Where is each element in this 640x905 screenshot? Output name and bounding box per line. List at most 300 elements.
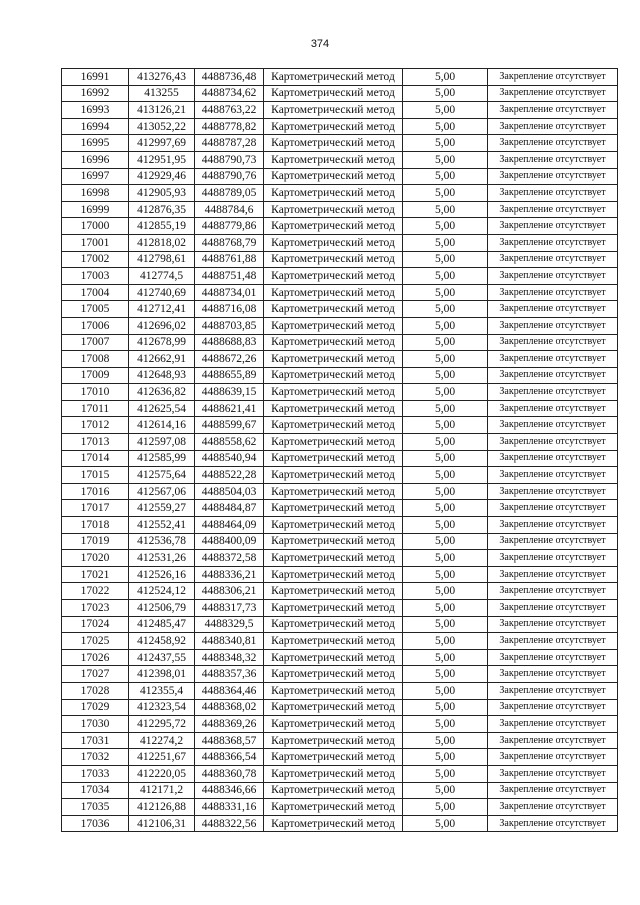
cell-x-coordinate: 412106,31 (129, 815, 195, 832)
cell-note: Закрепление отсутствует (488, 417, 618, 434)
cell-x-coordinate: 412398,01 (129, 666, 195, 683)
cell-y-coordinate: 4488522,28 (195, 467, 264, 484)
cell-y-coordinate: 4488329,5 (195, 616, 264, 633)
cell-point-id: 17025 (62, 633, 129, 650)
cell-error: 5,00 (403, 334, 488, 351)
cell-x-coordinate: 412951,95 (129, 151, 195, 168)
table-row (62, 400, 618, 417)
table-row (62, 234, 618, 251)
cell-method: Картометрический метод (264, 566, 403, 583)
table-row (62, 251, 618, 268)
cell-point-id: 17020 (62, 550, 129, 567)
cell-x-coordinate: 412662,91 (129, 351, 195, 368)
cell-method: Картометрический метод (264, 301, 403, 318)
cell-y-coordinate: 4488672,26 (195, 351, 264, 368)
cell-note: Закрепление отсутствует (488, 118, 618, 135)
cell-y-coordinate: 4488778,82 (195, 118, 264, 135)
cell-method: Картометрический метод (264, 135, 403, 152)
cell-y-coordinate: 4488464,09 (195, 517, 264, 534)
table-row (62, 417, 618, 434)
cell-x-coordinate: 412696,02 (129, 317, 195, 334)
cell-point-id: 17023 (62, 600, 129, 617)
cell-method: Картометрический метод (264, 400, 403, 417)
cell-point-id: 17035 (62, 799, 129, 816)
cell-note: Закрепление отсутствует (488, 317, 618, 334)
cell-point-id: 17032 (62, 749, 129, 766)
cell-method: Картометрический метод (264, 649, 403, 666)
cell-y-coordinate: 4488331,16 (195, 799, 264, 816)
cell-method: Картометрический метод (264, 600, 403, 617)
cell-x-coordinate: 412636,82 (129, 384, 195, 401)
cell-x-coordinate: 412506,79 (129, 600, 195, 617)
cell-y-coordinate: 4488558,62 (195, 434, 264, 451)
cell-note: Закрепление отсутствует (488, 500, 618, 517)
cell-error: 5,00 (403, 483, 488, 500)
cell-point-id: 17016 (62, 483, 129, 500)
table-row (62, 765, 618, 782)
cell-y-coordinate: 4488599,67 (195, 417, 264, 434)
cell-point-id: 17002 (62, 251, 129, 268)
table-row (62, 151, 618, 168)
cell-point-id: 17009 (62, 367, 129, 384)
table-row (62, 69, 618, 86)
table-row (62, 616, 618, 633)
cell-method: Картометрический метод (264, 666, 403, 683)
cell-note: Закрепление отсутствует (488, 467, 618, 484)
cell-point-id: 17031 (62, 732, 129, 749)
table-row (62, 533, 618, 550)
cell-method: Картометрический метод (264, 251, 403, 268)
cell-note: Закрепление отсутствует (488, 301, 618, 318)
cell-error: 5,00 (403, 583, 488, 600)
cell-y-coordinate: 4488789,05 (195, 185, 264, 202)
cell-error: 5,00 (403, 251, 488, 268)
cell-note: Закрепление отсутствует (488, 749, 618, 766)
cell-error: 5,00 (403, 765, 488, 782)
cell-note: Закрепление отсутствует (488, 85, 618, 102)
cell-x-coordinate: 412531,26 (129, 550, 195, 567)
cell-method: Картометрический метод (264, 583, 403, 600)
cell-point-id: 17004 (62, 284, 129, 301)
cell-x-coordinate: 412126,88 (129, 799, 195, 816)
cell-x-coordinate: 412614,16 (129, 417, 195, 434)
cell-method: Картометрический метод (264, 151, 403, 168)
cell-method: Картометрический метод (264, 682, 403, 699)
cell-y-coordinate: 4488639,15 (195, 384, 264, 401)
table-row (62, 517, 618, 534)
cell-y-coordinate: 4488357,36 (195, 666, 264, 683)
table-row (62, 566, 618, 583)
cell-x-coordinate: 413255 (129, 85, 195, 102)
cell-x-coordinate: 412274,2 (129, 732, 195, 749)
cell-x-coordinate: 412536,78 (129, 533, 195, 550)
cell-x-coordinate: 412597,08 (129, 434, 195, 451)
cell-note: Закрепление отсутствует (488, 633, 618, 650)
cell-point-id: 16991 (62, 69, 129, 86)
cell-note: Закрепление отсутствует (488, 616, 618, 633)
cell-note: Закрепление отсутствует (488, 185, 618, 202)
cell-y-coordinate: 4488368,02 (195, 699, 264, 716)
cell-x-coordinate: 413276,43 (129, 69, 195, 86)
cell-note: Закрепление отсутствует (488, 682, 618, 699)
cell-method: Картометрический метод (264, 284, 403, 301)
cell-method: Картометрический метод (264, 500, 403, 517)
cell-y-coordinate: 4488688,83 (195, 334, 264, 351)
cell-point-id: 17027 (62, 666, 129, 683)
cell-error: 5,00 (403, 317, 488, 334)
cell-point-id: 17011 (62, 400, 129, 417)
cell-note: Закрепление отсутствует (488, 716, 618, 733)
cell-note: Закрепление отсутствует (488, 400, 618, 417)
cell-error: 5,00 (403, 815, 488, 832)
cell-error: 5,00 (403, 500, 488, 517)
cell-x-coordinate: 412524,12 (129, 583, 195, 600)
table-row (62, 118, 618, 135)
cell-x-coordinate: 412220,05 (129, 765, 195, 782)
cell-error: 5,00 (403, 69, 488, 86)
cell-note: Закрепление отсутствует (488, 234, 618, 251)
cell-y-coordinate: 4488763,22 (195, 102, 264, 119)
cell-point-id: 17022 (62, 583, 129, 600)
cell-y-coordinate: 4488768,79 (195, 234, 264, 251)
cell-method: Картометрический метод (264, 317, 403, 334)
cell-method: Картометрический метод (264, 815, 403, 832)
cell-x-coordinate: 412625,54 (129, 400, 195, 417)
cell-error: 5,00 (403, 467, 488, 484)
cell-error: 5,00 (403, 566, 488, 583)
cell-method: Картометрический метод (264, 483, 403, 500)
cell-note: Закрепление отсутствует (488, 732, 618, 749)
cell-method: Картометрический метод (264, 699, 403, 716)
cell-y-coordinate: 4488322,56 (195, 815, 264, 832)
cell-y-coordinate: 4488306,21 (195, 583, 264, 600)
cell-y-coordinate: 4488368,57 (195, 732, 264, 749)
cell-x-coordinate: 412585,99 (129, 450, 195, 467)
cell-point-id: 17001 (62, 234, 129, 251)
cell-point-id: 17007 (62, 334, 129, 351)
cell-point-id: 17021 (62, 566, 129, 583)
table-row (62, 218, 618, 235)
table-row (62, 367, 618, 384)
table-row (62, 301, 618, 318)
cell-note: Закрепление отсутствует (488, 367, 618, 384)
cell-error: 5,00 (403, 135, 488, 152)
cell-method: Картометрический метод (264, 782, 403, 799)
cell-point-id: 16992 (62, 85, 129, 102)
table-row (62, 317, 618, 334)
cell-error: 5,00 (403, 400, 488, 417)
cell-error: 5,00 (403, 550, 488, 567)
table-row (62, 799, 618, 816)
cell-note: Закрепление отсутствует (488, 782, 618, 799)
cell-error: 5,00 (403, 450, 488, 467)
cell-y-coordinate: 4488336,21 (195, 566, 264, 583)
cell-y-coordinate: 4488317,73 (195, 600, 264, 617)
cell-x-coordinate: 412818,02 (129, 234, 195, 251)
cell-note: Закрепление отсутствует (488, 699, 618, 716)
cell-y-coordinate: 4488790,76 (195, 168, 264, 185)
cell-error: 5,00 (403, 517, 488, 534)
cell-method: Картометрический метод (264, 218, 403, 235)
cell-error: 5,00 (403, 185, 488, 202)
cell-method: Картометрический метод (264, 732, 403, 749)
cell-note: Закрепление отсутствует (488, 450, 618, 467)
table-row (62, 699, 618, 716)
coordinates-table-body (62, 69, 618, 832)
cell-y-coordinate: 4488340,81 (195, 633, 264, 650)
table-row (62, 600, 618, 617)
cell-note: Закрепление отсутствует (488, 384, 618, 401)
cell-y-coordinate: 4488703,85 (195, 317, 264, 334)
cell-note: Закрепление отсутствует (488, 102, 618, 119)
cell-point-id: 17012 (62, 417, 129, 434)
cell-method: Картометрический метод (264, 467, 403, 484)
cell-method: Картометрический метод (264, 102, 403, 119)
cell-error: 5,00 (403, 168, 488, 185)
cell-method: Картометрический метод (264, 434, 403, 451)
table-row (62, 550, 618, 567)
cell-error: 5,00 (403, 616, 488, 633)
cell-method: Картометрический метод (264, 533, 403, 550)
cell-y-coordinate: 4488761,88 (195, 251, 264, 268)
cell-note: Закрепление отсутствует (488, 550, 618, 567)
cell-point-id: 16996 (62, 151, 129, 168)
table-row (62, 682, 618, 699)
table-row (62, 185, 618, 202)
cell-error: 5,00 (403, 600, 488, 617)
cell-point-id: 16994 (62, 118, 129, 135)
cell-y-coordinate: 4488372,58 (195, 550, 264, 567)
cell-x-coordinate: 412929,46 (129, 168, 195, 185)
cell-method: Картометрический метод (264, 85, 403, 102)
cell-method: Картометрический метод (264, 384, 403, 401)
table-row (62, 102, 618, 119)
cell-point-id: 17013 (62, 434, 129, 451)
cell-x-coordinate: 412559,27 (129, 500, 195, 517)
cell-note: Закрепление отсутствует (488, 566, 618, 583)
cell-point-id: 16997 (62, 168, 129, 185)
cell-x-coordinate: 412740,69 (129, 284, 195, 301)
table-row (62, 201, 618, 218)
cell-error: 5,00 (403, 682, 488, 699)
cell-method: Картометрический метод (264, 201, 403, 218)
table-row (62, 749, 618, 766)
cell-y-coordinate: 4488540,94 (195, 450, 264, 467)
table-row (62, 732, 618, 749)
cell-method: Картометрический метод (264, 450, 403, 467)
cell-y-coordinate: 4488369,26 (195, 716, 264, 733)
cell-x-coordinate: 412355,4 (129, 682, 195, 699)
cell-y-coordinate: 4488779,86 (195, 218, 264, 235)
cell-x-coordinate: 412251,67 (129, 749, 195, 766)
cell-y-coordinate: 4488655,89 (195, 367, 264, 384)
cell-error: 5,00 (403, 699, 488, 716)
cell-error: 5,00 (403, 434, 488, 451)
cell-error: 5,00 (403, 284, 488, 301)
table-row (62, 782, 618, 799)
cell-error: 5,00 (403, 234, 488, 251)
cell-x-coordinate: 412678,99 (129, 334, 195, 351)
cell-error: 5,00 (403, 201, 488, 218)
cell-method: Картометрический метод (264, 334, 403, 351)
table-row (62, 467, 618, 484)
cell-x-coordinate: 412458,92 (129, 633, 195, 650)
cell-note: Закрепление отсутствует (488, 649, 618, 666)
cell-point-id: 16999 (62, 201, 129, 218)
cell-x-coordinate: 412485,47 (129, 616, 195, 633)
cell-y-coordinate: 4488364,46 (195, 682, 264, 699)
cell-method: Картометрический метод (264, 517, 403, 534)
cell-point-id: 17003 (62, 268, 129, 285)
cell-y-coordinate: 4488790,73 (195, 151, 264, 168)
cell-point-id: 17034 (62, 782, 129, 799)
cell-point-id: 17024 (62, 616, 129, 633)
cell-x-coordinate: 412774,5 (129, 268, 195, 285)
cell-x-coordinate: 412798,61 (129, 251, 195, 268)
cell-y-coordinate: 4488484,87 (195, 500, 264, 517)
cell-x-coordinate: 412323,54 (129, 699, 195, 716)
cell-error: 5,00 (403, 102, 488, 119)
cell-error: 5,00 (403, 351, 488, 368)
cell-note: Закрепление отсутствует (488, 268, 618, 285)
cell-note: Закрепление отсутствует (488, 201, 618, 218)
table-row (62, 384, 618, 401)
cell-note: Закрепление отсутствует (488, 351, 618, 368)
cell-method: Картометрический метод (264, 749, 403, 766)
cell-error: 5,00 (403, 301, 488, 318)
cell-x-coordinate: 412437,55 (129, 649, 195, 666)
cell-method: Картометрический метод (264, 550, 403, 567)
cell-point-id: 17000 (62, 218, 129, 235)
table-row (62, 815, 618, 832)
cell-method: Картометрический метод (264, 234, 403, 251)
cell-point-id: 17008 (62, 351, 129, 368)
table-row (62, 483, 618, 500)
cell-error: 5,00 (403, 533, 488, 550)
cell-y-coordinate: 4488346,66 (195, 782, 264, 799)
cell-error: 5,00 (403, 118, 488, 135)
cell-note: Закрепление отсутствует (488, 600, 618, 617)
table-row (62, 666, 618, 683)
cell-error: 5,00 (403, 268, 488, 285)
cell-note: Закрепление отсутствует (488, 251, 618, 268)
cell-method: Картометрический метод (264, 716, 403, 733)
cell-point-id: 16998 (62, 185, 129, 202)
cell-y-coordinate: 4488348,32 (195, 649, 264, 666)
cell-note: Закрепление отсутствует (488, 666, 618, 683)
cell-x-coordinate: 412905,93 (129, 185, 195, 202)
cell-method: Картометрический метод (264, 268, 403, 285)
cell-point-id: 17005 (62, 301, 129, 318)
table-row (62, 649, 618, 666)
cell-x-coordinate: 412997,69 (129, 135, 195, 152)
table-row (62, 168, 618, 185)
cell-x-coordinate: 412575,64 (129, 467, 195, 484)
cell-method: Картометрический метод (264, 118, 403, 135)
table-row (62, 450, 618, 467)
cell-error: 5,00 (403, 749, 488, 766)
cell-x-coordinate: 412648,93 (129, 367, 195, 384)
cell-method: Картометрический метод (264, 168, 403, 185)
cell-y-coordinate: 4488751,48 (195, 268, 264, 285)
cell-note: Закрепление отсутствует (488, 69, 618, 86)
table-row (62, 716, 618, 733)
table-row (62, 434, 618, 451)
cell-point-id: 17010 (62, 384, 129, 401)
cell-note: Закрепление отсутствует (488, 284, 618, 301)
cell-note: Закрепление отсутствует (488, 815, 618, 832)
cell-note: Закрепление отсутствует (488, 483, 618, 500)
cell-error: 5,00 (403, 151, 488, 168)
table-row (62, 284, 618, 301)
cell-x-coordinate: 412876,35 (129, 201, 195, 218)
cell-x-coordinate: 412526,16 (129, 566, 195, 583)
cell-note: Закрепление отсутствует (488, 517, 618, 534)
cell-method: Картометрический метод (264, 417, 403, 434)
cell-error: 5,00 (403, 799, 488, 816)
cell-point-id: 17006 (62, 317, 129, 334)
table-row (62, 500, 618, 517)
cell-note: Закрепление отсутствует (488, 334, 618, 351)
cell-point-id: 17015 (62, 467, 129, 484)
cell-method: Картометрический метод (264, 633, 403, 650)
cell-error: 5,00 (403, 782, 488, 799)
table-row (62, 633, 618, 650)
cell-y-coordinate: 4488734,62 (195, 85, 264, 102)
cell-note: Закрепление отсутствует (488, 434, 618, 451)
cell-x-coordinate: 413126,21 (129, 102, 195, 119)
cell-x-coordinate: 412171,2 (129, 782, 195, 799)
cell-error: 5,00 (403, 85, 488, 102)
cell-point-id: 17017 (62, 500, 129, 517)
cell-error: 5,00 (403, 716, 488, 733)
cell-y-coordinate: 4488787,28 (195, 135, 264, 152)
cell-point-id: 16995 (62, 135, 129, 152)
cell-x-coordinate: 413052,22 (129, 118, 195, 135)
cell-x-coordinate: 412295,72 (129, 716, 195, 733)
cell-point-id: 17014 (62, 450, 129, 467)
cell-method: Картометрический метод (264, 616, 403, 633)
cell-point-id: 17029 (62, 699, 129, 716)
cell-method: Картометрический метод (264, 367, 403, 384)
cell-note: Закрепление отсутствует (488, 765, 618, 782)
table-row (62, 351, 618, 368)
cell-point-id: 17030 (62, 716, 129, 733)
cell-error: 5,00 (403, 367, 488, 384)
cell-note: Закрепление отсутствует (488, 135, 618, 152)
cell-error: 5,00 (403, 384, 488, 401)
table-row (62, 334, 618, 351)
table-row (62, 135, 618, 152)
page-number: 374 (310, 38, 330, 50)
cell-y-coordinate: 4488504,03 (195, 483, 264, 500)
cell-error: 5,00 (403, 649, 488, 666)
cell-y-coordinate: 4488734,01 (195, 284, 264, 301)
cell-error: 5,00 (403, 666, 488, 683)
cell-method: Картометрический метод (264, 799, 403, 816)
cell-note: Закрепление отсутствует (488, 218, 618, 235)
cell-x-coordinate: 412712,41 (129, 301, 195, 318)
coordinates-table (61, 68, 618, 832)
table-row (62, 85, 618, 102)
cell-point-id: 16993 (62, 102, 129, 119)
cell-point-id: 17036 (62, 815, 129, 832)
cell-error: 5,00 (403, 417, 488, 434)
cell-point-id: 17033 (62, 765, 129, 782)
cell-y-coordinate: 4488621,41 (195, 400, 264, 417)
cell-note: Закрепление отсутствует (488, 799, 618, 816)
cell-error: 5,00 (403, 218, 488, 235)
